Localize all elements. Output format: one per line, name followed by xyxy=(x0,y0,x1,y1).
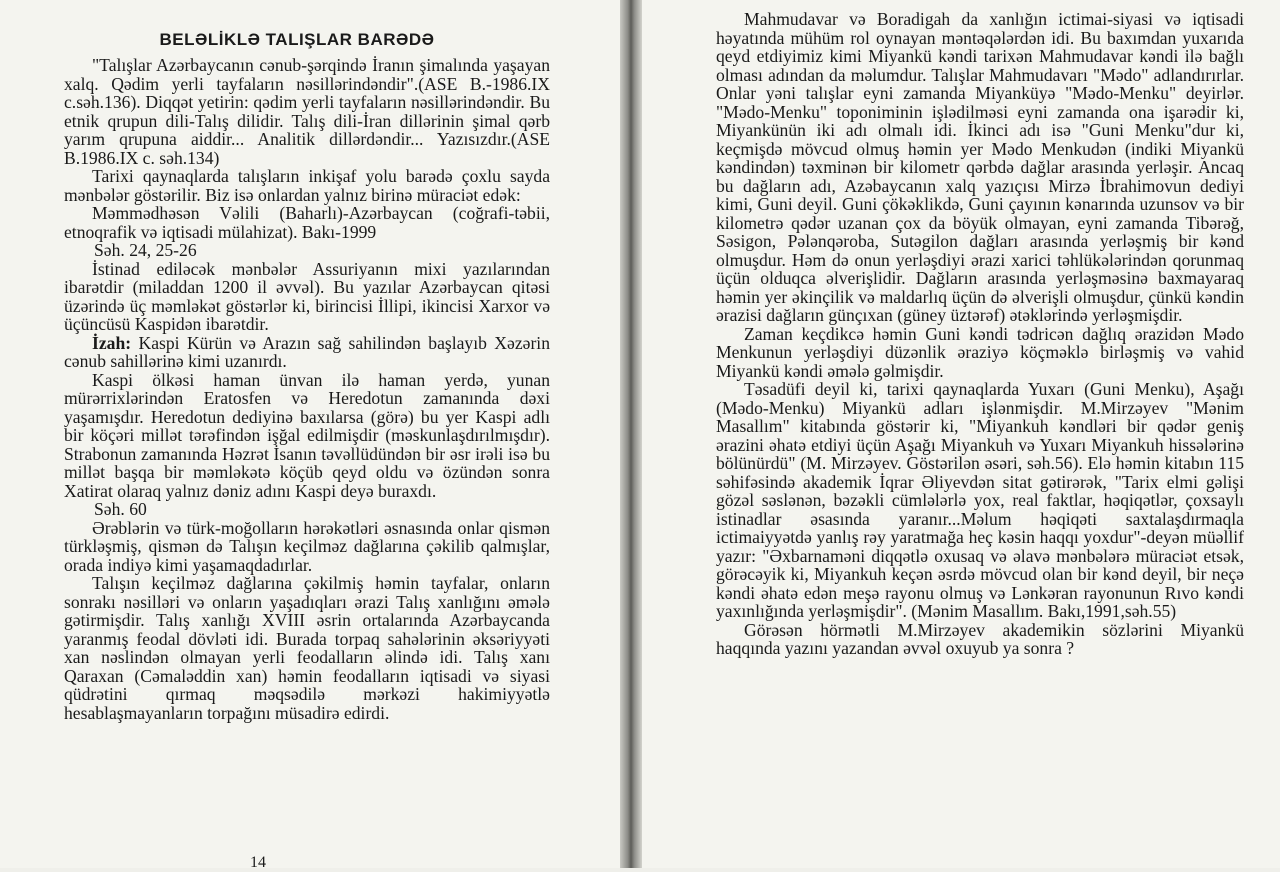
paragraph: Ərəblərin və türk-moğolların hərəkətləri əsnasında onlar qismən türkləşmiş, qismən də Talışın keçilməz dağlarına çəkilib qalmışlar, orada indiyə kimi yaşamaqdadırlar. xyxy=(64,517,550,575)
paragraph: Məmmədhəsən Vəlili (Baharlı)-Azərbaycan (coğrafi-təbii, etnoqrafik və iqtisadi mülahizat). Bakı-1999 xyxy=(64,203,550,242)
note-label: İzah: xyxy=(92,332,132,353)
left-page xyxy=(0,0,620,871)
paragraph: Talışın keçilməz dağlarına çəkilmiş həmin tayfalar, onların sonrakı nəsilləri və onların yaşadıqları ərazi Talış xanlığını əmələ gətirmişdir. Talış xanlığı XVIII əsrin ortalarında Azərbaycanda yaranmış feodal dövləti idi. Burada torpaq sahələrinin əksəriyyəti xan nəslindən olmayan yerli feodalların əlində idi. Talış xanı Qaraxan (Cəmaləddin xan) həmin feodalların iqtisadi və siyasi qüdrətini qırmaq məqsədilə mərkəzi hakimiyyətlə hesablaşmayanların torpağını müsadirə edirdi. xyxy=(64,573,550,723)
paragraph: Tarixi qaynaqlarda talışların inkişaf yolu barədə çoxlu sayda mənbələr göstərilir. Biz isə onlardan yalnız birinə müraciət edək: xyxy=(64,166,550,205)
page-reference: Səh. 60 xyxy=(94,499,147,519)
paragraph: Təsadüfi deyil ki, tarixi qaynaqlarda Yuxarı (Guni Menku), Aşağı (Mədo-Menku) Miyankü adları işlənmişdir. M.Mirzəyev "Mənim Masallım" kitabında göstərir ki, "Miyankuh kəndləri bir qədər geniş ərazini əhatə etdiyi üçün Aşağı Miyankuh və Yuxarı Miyankuh hissələrinə bölünürdü" (M. Mirzəyev. Göstərilən əsəri, səh.56). Elə həmin kitabın 115 səhifəsində akademik İqrar Əliyevdən sitat gətirərək, "Tarix elmi gəlişi gözəl səslənən, bəzəkli cümlələrlə yox, real faktlar, həqiqətlər, çoxsaylı istinadlar əsasında yaranır...Məlum həqiqəti saxtalaşdırmaqla ictimaiyyətdə yanlış rəy yaratmağa heç kəsin haqqı yoxdur"-deyən müəllif yazır: "Əxbarnaməni diqqətlə oxusaq və əlavə mənbələrə müraciət etsək, görəcəyik ki, Miyankuh keçən əsrdə mövcud olan bir kənd deyil, bir neçə kəndi əhatə edən meşə rayonu olmuş və Lənkəran rayonunun Rıvo kəndi yaxınlığında yerləşmişdir". (Mənim Masallım. Bakı,1991,səh.55) xyxy=(716,379,1244,621)
note-text: Kaspi Kürün və Arazın sağ sahilindən başlayıb Xəzərin cənub sahillərinə kimi uzanırdı. xyxy=(64,332,550,371)
paragraph: Görəsən hörmətli M.Mirzəyev akademikin sözlərini Miyankü haqqında yazını yazandan əvvəl oxuyub ya sonra ? xyxy=(716,619,1244,658)
page-reference: Səh. 24, 25-26 xyxy=(94,240,197,260)
paragraph: Zaman keçdikcə həmin Guni kəndi tədricən dağlıq ərazidən Mədo Menkunun yerləşdiyi düzənlik əraziyə köçməklə birləşmiş və vahid Miyankü kəndi əmələ gəlmişdir. xyxy=(716,323,1244,381)
paragraph: Mahmudavar və Boradigah da xanlığın ictimai-siyasi və iqtisadi həyatında mühüm rol oynayan məntəqələrdən idi. Bu baxımdan yuxarıda qeyd etdiyimiz kimi Miyankü kəndi tarixən Mahmudavar kəndi ilə bağlı olması adından da məlumdur. Talışlar Mahmudavarı "Mədo" adlandırırlar. Onlar yəni talışlar eyni zamanda Miyanküyə "Mədo-Menku" deyirlər. "Mədo-Menku" toponiminin işlədilməsi eyni zamanda ona işarədir ki, Miyankünün iki adı olmalı idi. İkinci adı isə "Guni Menku"dur ki, keçmişdə mövcud olmuş həmin yer Mədo Menkudən (indiki Miyankü kəndindən) təxminən bir kilometr qərbdə dağlar arasında yerləşir. Ancaq bu dağların adı, Azəbaycanın xalq yazıçısı Mirzə İbrahimovun dediyi kimi, Guni deyil. Guni çökəklikdə, Guni çayının kənarında uzunsov və bir kilometrə qədər uzanan çox da böyük olmayan, eyni zamanda Tibərəğ, Səsigon, Pələnqəroba, Sutəgilon dağları arasında yerləşmiş bir kənd olmuşdur. Həm də onun yerləşdiyi ərazi xarici təhlükələrindən qorunmaq üçün olduqca əlverişlidir. Dağların arasında yerləşməsinə baxmayaraq həmin yer əkinçilik və maldarlıq üçün də əlverişli olmuşdur, çünkü kəndin ərazisi dağların günçıxan (güney üztərəf) ətəklərində yerləşmişdir. xyxy=(716,9,1244,325)
book-gutter xyxy=(620,0,642,868)
note-paragraph xyxy=(64,334,550,371)
right-page xyxy=(642,0,1280,868)
paragraph: "Talışlar Azərbaycanın cənub-şərqində İranın şimalında yaşayan xalq. Qədim yerli tayfaların nəsillərindəndir".(ASE B.-1986.IX c.səh.136). Diqqət yetirin: qədim yerli tayfaların nəsillərindəndir. Bu etnik qrupun dili-Talış dilidir. Talış dili-İran dillərinin şimal qərb yarım qrupuna aiddir... Analitik dillərdəndir... Yazısızdır.(ASE B.1986.IX c. səh.134) xyxy=(64,55,550,168)
chapter-title: BELƏLİKLƏ TALIŞLAR BARƏDƏ xyxy=(159,30,435,49)
paragraph: İstinad ediləcək mənbələr Assuriyanın mixi yazılarından ibarətdir (miladdan 1200 il əvvəl). Bu yazılar Azərbaycan qitəsi üzərində üç məmləkət göstərlər ki, birincisi İllipi, ikincisi Xarxor və üçüncüsü Kaspidən ibarətdir. xyxy=(64,258,550,334)
paragraph: Kaspi ölkəsi haman ünvan ilə haman yerdə, yunan mürərrixlərindən Eratosfen və Heredotun zamanında dəxi yaşamışdır. Heredotun dediyinə baxılarsa (görə) bu yer Kaspi adlı bir köçəri millət tərəfindən işğal edilmişdir (məskunlaşdırılmışdır). Strabonun zamanında Həzrət İsanın təvəllüdündən bir əsr irəli isə bu millət başqa bir məmləkətə köçüb qeyd oldu və özündən sonra Xatirat olaraq yalnız dəniz adını Kaspi deyə buraxdı. xyxy=(64,369,550,501)
page-number: 14 xyxy=(250,854,266,871)
